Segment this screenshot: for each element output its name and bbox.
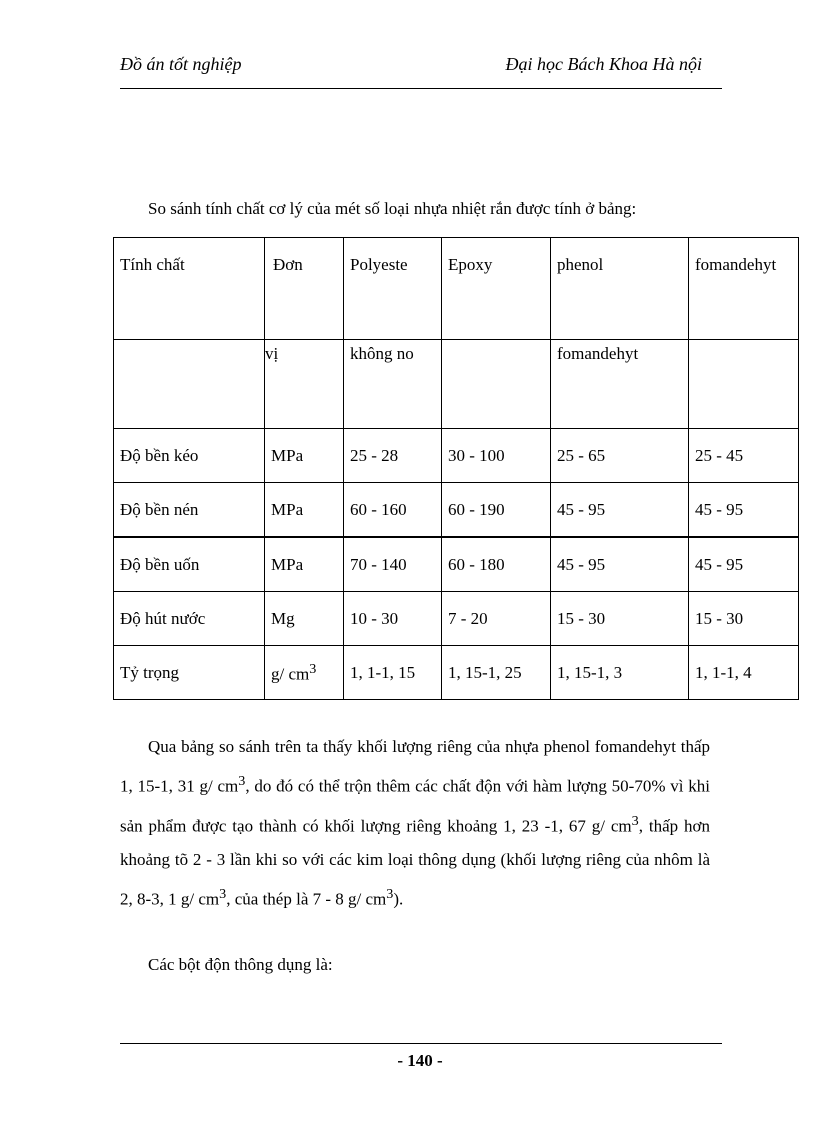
- header-cell-polyeste-cont: không no: [344, 340, 442, 429]
- cell-phenol: 15 - 30: [551, 592, 689, 646]
- cell-phenol: 45 - 95: [551, 483, 689, 538]
- header-right-title: Đại học Bách Khoa Hà nội: [505, 54, 702, 74]
- cell-polyeste: 60 - 160: [344, 483, 442, 538]
- para-part-4: , của thép là 7 - 8 g/ cm: [226, 889, 387, 909]
- header-cell-epoxy: Epoxy: [442, 238, 551, 340]
- fillers-heading: Các bột độn thông dụng là:: [148, 955, 333, 974]
- header-cell-polyeste: Polyeste: [344, 238, 442, 340]
- cell-fomandehyt: 1, 1-1, 4: [689, 646, 799, 700]
- table-header-row-continued: [114, 340, 799, 429]
- page-header: [120, 50, 722, 89]
- cell-unit: MPa: [265, 537, 344, 592]
- table-row: [114, 646, 799, 700]
- table-intro-text: So sánh tính chất cơ lý của mét số loại nhựa nhiệt rắn được tính ở bảng:: [148, 199, 637, 218]
- footer-divider: [120, 1043, 722, 1044]
- para-part-3: , thấp hơn khoảng tõ 2 - 3 lần khi so với các kim loại thông dụng (khối lượng riêng của nhôm là 2, 8-3, 1 g/ cm: [120, 816, 710, 909]
- cell-phenol: 25 - 65: [551, 429, 689, 483]
- header-cell-phenol-cont: fomandehyt: [551, 340, 689, 429]
- superscript-3: 3: [386, 886, 394, 903]
- cell-epoxy: 1, 15-1, 25: [442, 646, 551, 700]
- properties-table: [113, 237, 799, 700]
- header-cell-empty: [442, 340, 551, 429]
- cell-property: Tỷ trọng: [114, 646, 265, 700]
- cell-fomandehyt: 45 - 95: [689, 537, 799, 592]
- superscript-3: 3: [219, 886, 227, 903]
- cell-property: Độ hút nước: [114, 592, 265, 646]
- para-part-2: , do đó có thể trộn thêm các chất độn với hàm lượng 50-70% vì khi sản phẩm được tạo thành có khối lượng riêng khoảng 1, 23 -1, 67 g/ cm: [120, 776, 710, 836]
- cell-unit: [265, 646, 344, 700]
- cell-fomandehyt: 25 - 45: [689, 429, 799, 483]
- table-row: [114, 429, 799, 483]
- superscript-3: 3: [631, 812, 639, 829]
- header-cell-unit-cont: vị: [265, 340, 344, 429]
- cell-polyeste: 25 - 28: [344, 429, 442, 483]
- header-cell-empty: [114, 340, 265, 429]
- cell-unit: MPa: [265, 429, 344, 483]
- header-cell-property: Tính chất: [114, 238, 265, 340]
- para-part-5: ).: [393, 889, 404, 909]
- cell-polyeste: 10 - 30: [344, 592, 442, 646]
- cell-phenol: 1, 15-1, 3: [551, 646, 689, 700]
- superscript-3: 3: [238, 773, 246, 789]
- cell-phenol: 45 - 95: [551, 537, 689, 592]
- header-cell-phenol: phenol: [551, 238, 689, 340]
- header-cell-unit: Đơn: [265, 238, 344, 340]
- body-paragraph: [120, 730, 710, 917]
- cell-property: Độ bền uốn: [114, 537, 265, 592]
- cell-fomandehyt: 45 - 95: [689, 483, 799, 538]
- header-cell-fomandehyt: fomandehyt: [689, 238, 799, 340]
- cell-property: Độ bền nén: [114, 483, 265, 538]
- cell-polyeste: 70 - 140: [344, 537, 442, 592]
- table-row: [114, 537, 799, 592]
- paragraph-text: [120, 730, 710, 917]
- cell-unit: Mg: [265, 592, 344, 646]
- para-part-1: Qua bảng so sánh trên ta thấy khối lượng riêng của nhựa phenol fomandehyt thấp 1, 15-1, 31 g/ cm: [120, 737, 710, 796]
- table-header-row: [114, 238, 799, 340]
- page-number: - 140 -: [397, 1051, 443, 1070]
- unit-base: g/ cm: [271, 664, 310, 684]
- cell-unit: MPa: [265, 483, 344, 538]
- cell-epoxy: 60 - 190: [442, 483, 551, 538]
- table-row: [114, 483, 799, 538]
- header-left-title: Đồ án tốt nghiệp: [120, 54, 242, 74]
- header-cell-empty: [689, 340, 799, 429]
- cell-epoxy: 60 - 180: [442, 537, 551, 592]
- cell-epoxy: 7 - 20: [442, 592, 551, 646]
- unit-superscript: 3: [309, 660, 317, 677]
- cell-polyeste: 1, 1-1, 15: [344, 646, 442, 700]
- table-row: [114, 592, 799, 646]
- cell-property: Độ bền kéo: [114, 429, 265, 483]
- cell-epoxy: 30 - 100: [442, 429, 551, 483]
- cell-fomandehyt: 15 - 30: [689, 592, 799, 646]
